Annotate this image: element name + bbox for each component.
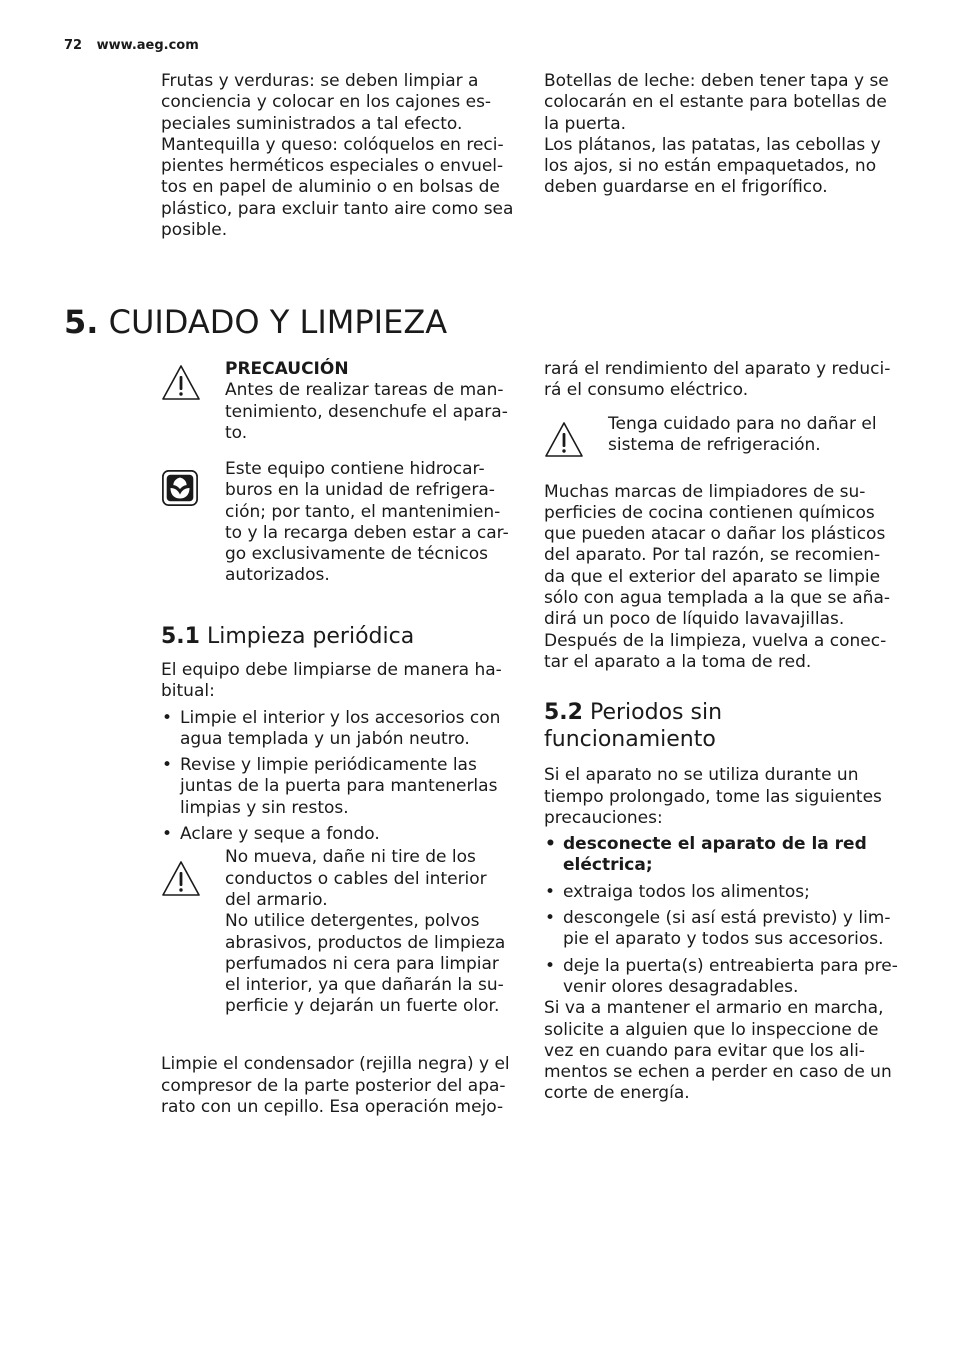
- text-line: abrasivos, productos de limpieza: [225, 932, 506, 953]
- text-line: la puerta.: [544, 113, 627, 134]
- text-line: precauciones:: [544, 807, 663, 828]
- text-line: el interior, ya que dañarán la su-: [225, 975, 504, 996]
- list-item-line: limpias y sin restos.: [180, 797, 349, 818]
- text-line: to y la recarga deben estar a car-: [225, 522, 509, 543]
- page-number: 72: [64, 38, 83, 53]
- text-line: Botellas de leche: deben tener tapa y se: [544, 71, 889, 91]
- list-item-line: pie el aparato y todos sus accesorios.: [563, 929, 884, 950]
- caution-text: [225, 380, 525, 444]
- s52-bullet-list: [544, 834, 904, 998]
- list-item: [544, 908, 904, 951]
- subsection-title-line-1: Periodos sin: [589, 700, 723, 726]
- text-line: los ajos, si no están empaquetados, no: [544, 156, 877, 177]
- warning-triangle-icon: [544, 420, 584, 460]
- text-line: El equipo debe limpiarse de manera ha-: [161, 660, 502, 680]
- s51-bullet-list: [161, 708, 521, 846]
- section-number: 5.: [64, 303, 99, 341]
- list-item: [544, 956, 904, 999]
- text-line: del armario.: [225, 889, 328, 910]
- list-item: [161, 755, 521, 819]
- list-item-line: • Aclare y seque a fondo.: [180, 824, 380, 845]
- text-line: perficies de cocina contienen químicos: [544, 502, 875, 523]
- list-item-line: eléctrica;: [563, 855, 653, 876]
- list-item: [544, 834, 904, 877]
- s52-intro: [544, 765, 904, 829]
- text-line: pientes herméticos especiales o envuel-: [161, 156, 504, 177]
- text-line: solicite a alguien que lo inspeccione de: [544, 1019, 879, 1040]
- top-left-text: [161, 71, 521, 241]
- subsection-heading: [161, 623, 521, 650]
- top-right-text: [544, 71, 904, 199]
- warning-text: [225, 847, 525, 1017]
- text-line: posible.: [161, 220, 228, 241]
- list-item-line: • extraiga todos los alimentos;: [563, 881, 810, 902]
- cleaners-text: [544, 482, 904, 674]
- warning-triangle-icon: [161, 363, 201, 403]
- section-title: CUIDADO Y LIMPIEZA: [108, 303, 448, 341]
- text-line: autorizados.: [225, 565, 330, 586]
- text-line: to.: [225, 422, 248, 443]
- text-line: No utilice detergentes, polvos: [225, 911, 480, 932]
- page-header: [64, 38, 199, 53]
- text-line: rato con un cepillo. Esa operación mejo-: [161, 1096, 504, 1117]
- left-column: [161, 359, 521, 1118]
- subsection-heading: [544, 699, 904, 753]
- text-line: tar el aparato a la toma de red.: [544, 651, 812, 672]
- warning-box: [161, 847, 521, 1032]
- text-line: rará el rendimiento del aparato y reduci-: [544, 359, 891, 379]
- continued-text: [544, 359, 904, 402]
- text-line: conductos o cables del interior: [225, 868, 487, 889]
- text-line: tos en papel de aluminio o en bolsas de: [161, 177, 500, 198]
- text-line: Frutas y verduras: se deben limpiar a: [161, 71, 479, 91]
- list-item: [544, 882, 904, 903]
- right-column: [544, 359, 904, 1105]
- subsection-number: 5.2: [544, 700, 583, 726]
- text-line: No mueva, dañe ni tire de los: [225, 847, 476, 868]
- caution-heading: PRECAUCIÓN: [225, 359, 349, 379]
- environment-note: [161, 459, 521, 605]
- text-line: conciencia y colocar en los cajones es-: [161, 92, 492, 113]
- text-line: compresor de la parte posterior del apa-: [161, 1075, 506, 1096]
- list-item-line: • deje la puerta(s) entreabierta para pre-: [563, 955, 898, 976]
- text-line: perficie y dejarán un fuerte olor.: [225, 996, 500, 1017]
- subsection-title: Limpieza periódica: [206, 624, 415, 649]
- text-line: perfumados ni cera para limpiar: [225, 953, 499, 974]
- text-line: deben guardarse en el frigorífico.: [544, 177, 828, 198]
- text-line: Después de la limpieza, vuelva a conec-: [544, 630, 887, 651]
- subsection-title-line-2: funcionamiento: [544, 727, 716, 753]
- subsection-number: 5.1: [161, 624, 200, 649]
- text-line: sólo con agua templada a la que se aña-: [544, 588, 891, 609]
- list-item-line: • descongele (si así está previsto) y lim-: [563, 908, 891, 929]
- list-item: [161, 708, 521, 751]
- text-line: rá el consumo eléctrico.: [544, 380, 749, 401]
- text-line: ción; por tanto, el mantenimien-: [225, 501, 501, 522]
- caution-box: [161, 359, 521, 447]
- text-line: Si el aparato no se utiliza durante un: [544, 765, 859, 786]
- list-item-line: agua templada y un jabón neutro.: [180, 728, 470, 749]
- text-line: tiempo prolongado, tome las siguientes: [544, 786, 882, 807]
- text-line: que pueden atacar o dañar los plásticos: [544, 524, 886, 545]
- text-line: corte de energía.: [544, 1083, 690, 1104]
- text-line: Los plátanos, las patatas, las cebollas y: [544, 134, 881, 155]
- environment-text: [225, 459, 525, 587]
- text-line: Antes de realizar tareas de man-: [225, 380, 504, 401]
- warning-right-text: [608, 414, 908, 457]
- text-line: Muchas marcas de limpiadores de su-: [544, 481, 866, 502]
- text-line: del aparato. Por tal razón, se recomien-: [544, 545, 881, 566]
- condenser-text: [161, 1054, 521, 1118]
- text-line: Este equipo contiene hidrocar-: [225, 459, 485, 479]
- text-line: mentos se echen a perder en caso de un: [544, 1062, 892, 1083]
- text-line: Limpie el condensador (rejilla negra) y el: [161, 1054, 510, 1075]
- list-item-line: • Limpie el interior y los accesorios con: [180, 707, 501, 728]
- text-line: go exclusivamente de técnicos: [225, 544, 488, 565]
- text-line: Mantequilla y queso: colóquelos en reci-: [161, 134, 504, 155]
- text-line: colocarán en el estante para botellas de: [544, 92, 887, 113]
- list-item-line: venir olores desagradables.: [563, 976, 799, 997]
- warning-triangle-icon: [161, 859, 201, 899]
- text-line: tenimiento, desenchufe el apara-: [225, 401, 508, 422]
- list-item-line: • desconecte el aparato de la red: [563, 834, 867, 855]
- s51-intro: [161, 660, 521, 703]
- subsection-5-1: [161, 623, 521, 845]
- subsection-5-2: [544, 699, 904, 1104]
- text-line: dirá un poco de líquido lavavajillas.: [544, 609, 845, 630]
- s52-closing: [544, 998, 904, 1104]
- text-line: plástico, para excluir tanto aire como sea: [161, 198, 514, 219]
- section-heading: [64, 302, 447, 342]
- text-line: bitual:: [161, 681, 215, 702]
- list-item-line: • Revise y limpie periódicamente las: [180, 755, 477, 776]
- warning-box-right: [544, 414, 904, 464]
- environment-icon: [161, 469, 199, 507]
- text-line: da que el exterior del aparato se limpie: [544, 566, 881, 587]
- list-item: [161, 824, 521, 845]
- text-line: buros en la unidad de refrigera-: [225, 480, 495, 501]
- site-url: www.aeg.com: [96, 38, 199, 53]
- text-line: Si va a mantener el armario en marcha,: [544, 998, 884, 1019]
- text-line: sistema de refrigeración.: [608, 434, 821, 455]
- list-item-line: juntas de la puerta para mantenerlas: [180, 776, 498, 797]
- text-line: peciales suministrados a tal efecto.: [161, 113, 463, 134]
- text-line: vez en cuando para evitar que los ali-: [544, 1040, 865, 1061]
- text-line: Tenga cuidado para no dañar el: [608, 413, 877, 434]
